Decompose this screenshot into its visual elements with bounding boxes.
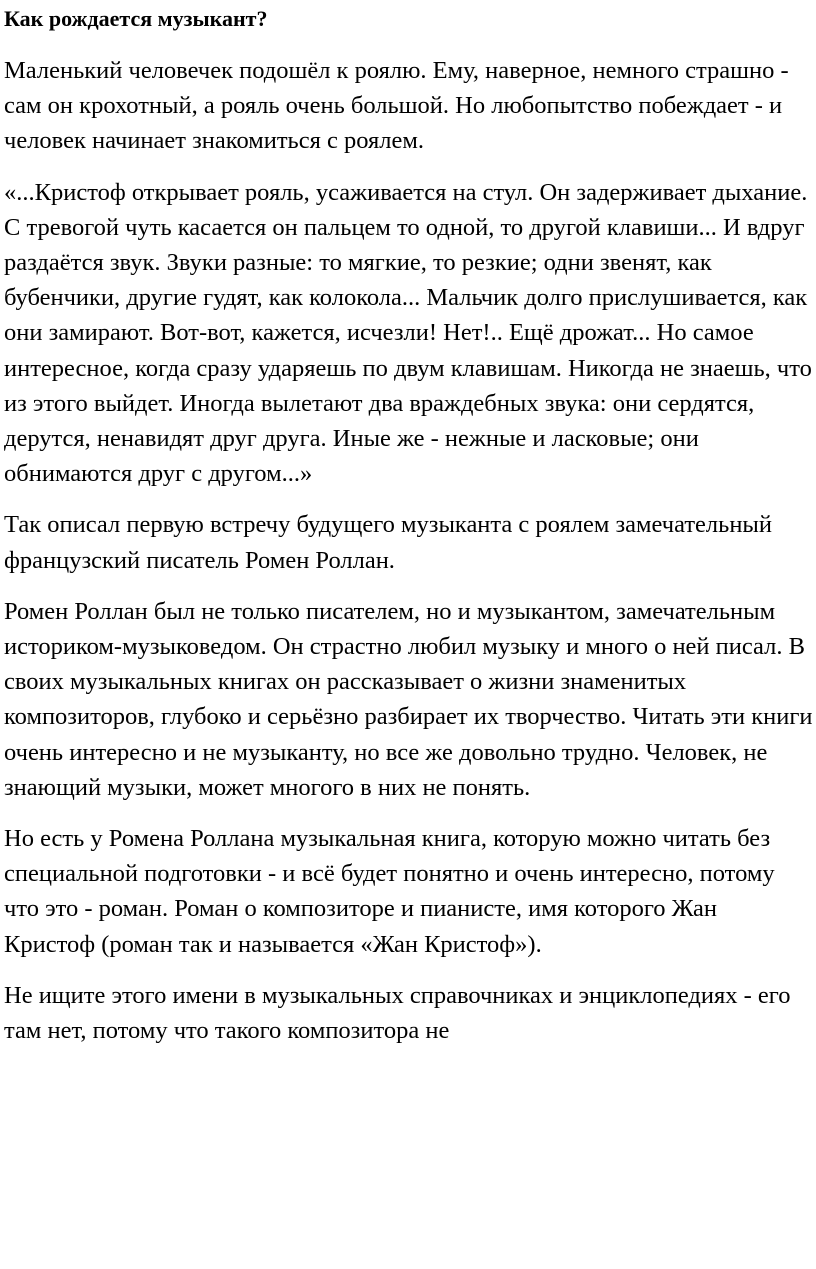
paragraph-quote: «...Кристоф открывает рояль, усаживается на стул. Он задерживает дыхание. С тревогой чуть касается он пальцем то одной, то другой клавиши... И вдруг раздаётся звук. Звуки разные: то мягкие, то резкие; одни звенят, как бубенчики, другие гудят, как колокола... Мальчик долго прислушивается, как они замирают. Вот-вот, кажется, исчезли! Нет!.. Ещё дрожат... Но самое интересное, когда сразу ударяешь по двум клавишам. Никогда не знаешь, что из этого выйдет. Иногда вылетают два враждебных звука: они сердятся, дерутся, ненавидят друг друга. Иные же - нежные и ласковые; они обнимаются друг с другом...» [4, 178, 812, 488]
document-title: Как рождается музыкант? [4, 6, 268, 31]
paragraph-continuation: Не ищите этого имени в музыкальных справочниках и энциклопедиях - его там нет, потому что такого композитора не [4, 981, 791, 1045]
paragraph-author-note: Так описал первую встречу будущего музыканта с роялем замечательный французский писатель Ромен Роллан. [4, 511, 773, 574]
paragraph-intro: Маленький человечек подошёл к роялю. Ему, наверное, немного страшно - сам он крохотный, а рояль очень большой. Но любопытство побеждает - и человек начинает знакомиться с роялем. [4, 57, 789, 155]
paragraph-novel: Но есть у Ромена Роллана музыкальная книга, которую можно читать без специальной подготовки - и всё будет понятно и очень интересно, потому что это - роман. Роман о композиторе и пианисте, имя которого Жан Кристоф (роман так и называется «Жан Кристоф»). [4, 825, 775, 958]
paragraph-rolland-bio: Ромен Роллан был не только писателем, но и музыкантом, замечательным историком-музыковедом. Он страстно любил музыку и много о ней писал. В своих музыкальных книгах он рассказывает о жизни знаменитых композиторов, глубоко и серьёзно разбирает их творчество. Читать эти книги очень интересно и не музыканту, но все же довольно трудно. Человек, не знающий музыки, может многого в них не понять. [4, 597, 813, 801]
